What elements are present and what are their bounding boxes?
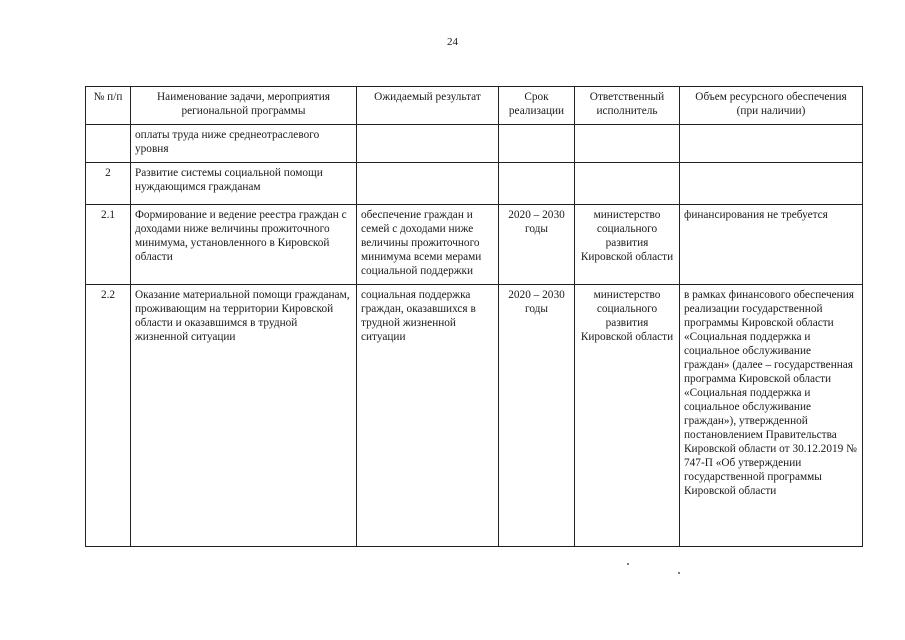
cell-term: 2020 – 2030 годы bbox=[499, 285, 575, 547]
cell-result bbox=[357, 125, 499, 163]
cell-responsible bbox=[575, 125, 680, 163]
header-result: Ожидаемый результат bbox=[357, 87, 499, 125]
cell-num: 2 bbox=[86, 163, 131, 205]
scan-speck bbox=[678, 572, 680, 574]
header-num: № п/п bbox=[86, 87, 131, 125]
cell-task: оплаты труда ниже среднеотраслевого уровня bbox=[131, 125, 357, 163]
cell-result bbox=[357, 163, 499, 205]
cell-term bbox=[499, 125, 575, 163]
cell-resources: финансирования не требуется bbox=[680, 205, 863, 285]
header-term: Срок реализации bbox=[499, 87, 575, 125]
header-resources: Объем ресурсного обеспечения (при наличии) bbox=[680, 87, 863, 125]
table-row bbox=[86, 163, 863, 205]
program-table bbox=[85, 86, 863, 547]
cell-result: социальная поддержка граждан, оказавшихся в трудной жизненной ситуации bbox=[357, 285, 499, 547]
cell-num: 2.1 bbox=[86, 205, 131, 285]
cell-resources bbox=[680, 163, 863, 205]
cell-task: Развитие системы социальной помощи нуждающимся гражданам bbox=[131, 163, 357, 205]
page-number: 24 bbox=[447, 36, 458, 48]
cell-resources: в рамках финансового обеспечения реализации государственной программы Кировской области «Социальная поддержка и социальное обслуживание граждан» (далее – государственная программа Кировской области «Социальная поддержка и социальное обслуживание граждан»), утвержденной постановлением Правительства Кировской области от 30.12.2019 № 747-П «Об утверждении государственной программы Кировской области bbox=[680, 285, 863, 547]
table-row bbox=[86, 205, 863, 285]
table-row bbox=[86, 285, 863, 547]
cell-term bbox=[499, 163, 575, 205]
header-task: Наименование задачи, мероприятия региональной программы bbox=[131, 87, 357, 125]
cell-responsible bbox=[575, 163, 680, 205]
cell-result: обеспечение граждан и семей с доходами ниже величины прожиточного минимума всеми мерами социальной поддержки bbox=[357, 205, 499, 285]
cell-resources bbox=[680, 125, 863, 163]
cell-task: Оказание материальной помощи гражданам, проживающим на территории Кировской области и оказавшимся в трудной жизненной ситуации bbox=[131, 285, 357, 547]
cell-responsible: министерство социального развития Кировской области bbox=[575, 205, 680, 285]
cell-term: 2020 – 2030 годы bbox=[499, 205, 575, 285]
header-responsible: Ответственный исполнитель bbox=[575, 87, 680, 125]
scan-speck bbox=[627, 563, 629, 565]
cell-responsible: министерство социального развития Кировской области bbox=[575, 285, 680, 547]
cell-task: Формирование и ведение реестра граждан с доходами ниже величины прожиточного минимума, установленного в Кировской области bbox=[131, 205, 357, 285]
table-header-row bbox=[86, 87, 863, 125]
cell-num: 2.2 bbox=[86, 285, 131, 547]
cell-num bbox=[86, 125, 131, 163]
table-row bbox=[86, 125, 863, 163]
